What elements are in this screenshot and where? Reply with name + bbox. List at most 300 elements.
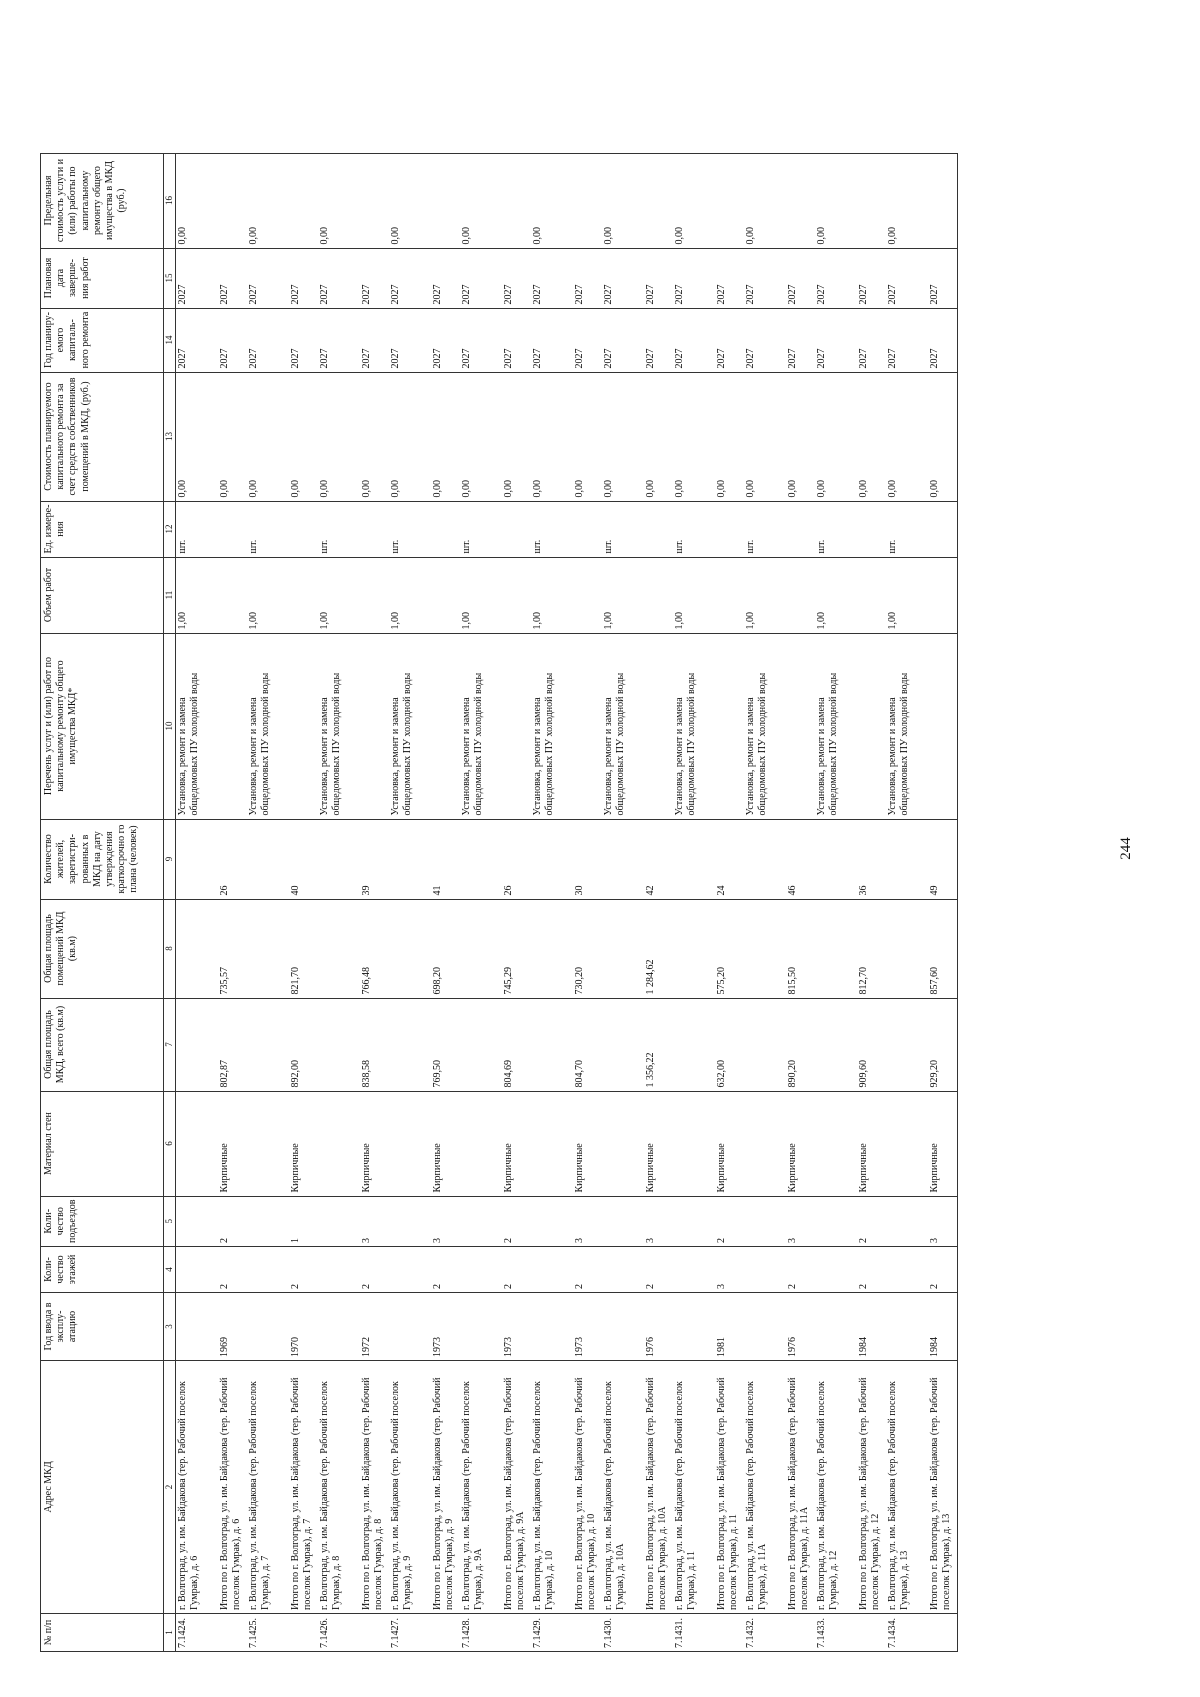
completion-date-cell: 2027 (289, 248, 318, 308)
header-cell: Год ввода в эксплу-атацию (41, 1293, 164, 1361)
work-volume-cell: 1,00 (815, 557, 857, 633)
address-cell: Итого по г. Волгоград, ул. им. Байдакова (тер. Рабочий поселок Гумрак), д. 7 (289, 1361, 318, 1614)
year-built-cell: 1976 (644, 1293, 673, 1361)
work-list-cell: Установка, ремонт и замена общедомовых ПУ холодной воды (318, 633, 360, 819)
premises-area-cell: 812,70 (857, 899, 886, 998)
residents-count-cell (247, 819, 289, 899)
entrances-count-cell: 2 (857, 1196, 886, 1246)
limit-cost-cell: 0,00 (318, 153, 360, 248)
item-row (247, 153, 289, 1651)
work-volume-cell: 1,00 (886, 557, 928, 633)
total-area-cell: 802,87 (218, 998, 247, 1091)
planned-year-cell: 2027 (360, 308, 389, 372)
entrances-count-cell (460, 1196, 502, 1246)
total-area-cell: 769,50 (431, 998, 460, 1091)
year-built-cell: 1984 (857, 1293, 886, 1361)
unit-cell (786, 501, 815, 557)
floors-count-cell: 2 (786, 1247, 815, 1293)
work-volume-cell (289, 557, 318, 633)
unit-cell (928, 501, 958, 557)
row-number-cell: 7.1432. (744, 1614, 786, 1652)
limit-cost-cell: 0,00 (673, 153, 715, 248)
completion-date-cell: 2027 (815, 248, 857, 308)
residents-count-cell: 42 (644, 819, 673, 899)
repair-cost-cell: 0,00 (389, 372, 431, 501)
premises-area-cell: 745,29 (502, 899, 531, 998)
column-number: 1 (164, 1614, 176, 1652)
work-list-cell: Установка, ремонт и замена общедомовых ПУ холодной воды (673, 633, 715, 819)
residents-count-cell: 39 (360, 819, 389, 899)
wall-material-cell: Кирпичные (431, 1091, 460, 1196)
premises-area-cell: 1 284,62 (644, 899, 673, 998)
row-number-cell (644, 1614, 673, 1652)
header-cell: Стоимость планируемого капитального ремонта за счет средств собственников помещений в МКД, (руб.) (41, 372, 164, 501)
limit-cost-cell (573, 153, 602, 248)
year-built-cell: 1973 (573, 1293, 602, 1361)
work-volume-cell: 1,00 (460, 557, 502, 633)
address-cell: г. Волгоград, ул. им. Байдакова (тер. Рабочий поселок Гумрак), д. 7 (247, 1361, 289, 1614)
wall-material-cell (744, 1091, 786, 1196)
entrances-count-cell: 2 (715, 1196, 744, 1246)
floors-count-cell: 2 (218, 1247, 247, 1293)
limit-cost-cell (502, 153, 531, 248)
floors-count-cell (673, 1247, 715, 1293)
repair-cost-cell: 0,00 (602, 372, 644, 501)
work-volume-cell: 1,00 (744, 557, 786, 633)
unit-cell (360, 501, 389, 557)
address-cell: Итого по г. Волгоград, ул. им. Байдакова (тер. Рабочий поселок Гумрак), д. 9 (431, 1361, 460, 1614)
wall-material-cell: Кирпичные (857, 1091, 886, 1196)
wall-material-cell (460, 1091, 502, 1196)
completion-date-cell: 2027 (644, 248, 673, 308)
header-cell: Коли-чество этажей (41, 1247, 164, 1293)
completion-date-cell: 2027 (602, 248, 644, 308)
residents-count-cell (815, 819, 857, 899)
residents-count-cell: 46 (786, 819, 815, 899)
header-row (41, 153, 164, 1651)
total-area-cell: 804,69 (502, 998, 531, 1091)
unit-cell: шт. (744, 501, 786, 557)
address-cell: Итого по г. Волгоград, ул. им. Байдакова (тер. Рабочий поселок Гумрак), д. 10 (573, 1361, 602, 1614)
repair-cost-cell: 0,00 (886, 372, 928, 501)
premises-area-cell: 575,20 (715, 899, 744, 998)
row-number-cell: 7.1433. (815, 1614, 857, 1652)
planned-year-cell: 2027 (531, 308, 573, 372)
total-row (857, 153, 886, 1651)
row-number-cell: 7.1434. (886, 1614, 928, 1652)
limit-cost-cell (644, 153, 673, 248)
header-cell: Перечень услуг и (или) работ по капитальному ремонту общего имущества МКД* (41, 633, 164, 819)
limit-cost-cell (360, 153, 389, 248)
total-area-cell (602, 998, 644, 1091)
limit-cost-cell: 0,00 (744, 153, 786, 248)
total-row (928, 153, 958, 1651)
limit-cost-cell: 0,00 (886, 153, 928, 248)
residents-count-cell (673, 819, 715, 899)
premises-area-cell (318, 899, 360, 998)
item-row (744, 153, 786, 1651)
premises-area-cell (247, 899, 289, 998)
completion-date-cell: 2027 (218, 248, 247, 308)
entrances-count-cell (175, 1196, 218, 1246)
address-cell: г. Волгоград, ул. им. Байдакова (тер. Рабочий поселок Гумрак), д. 13 (886, 1361, 928, 1614)
total-row (573, 153, 602, 1651)
wall-material-cell: Кирпичные (644, 1091, 673, 1196)
planned-year-cell: 2027 (602, 308, 644, 372)
year-built-cell (531, 1293, 573, 1361)
floors-count-cell (744, 1247, 786, 1293)
work-list-cell (928, 633, 958, 819)
premises-area-cell (531, 899, 573, 998)
premises-area-cell: 857,60 (928, 899, 958, 998)
address-cell: г. Волгоград, ул. им. Байдакова (тер. Рабочий поселок Гумрак), д. 10 (531, 1361, 573, 1614)
row-number-cell (715, 1614, 744, 1652)
year-built-cell (460, 1293, 502, 1361)
address-cell: г. Волгоград, ул. им. Байдакова (тер. Рабочий поселок Гумрак), д. 10А (602, 1361, 644, 1614)
column-number: 3 (164, 1293, 176, 1361)
completion-date-cell: 2027 (928, 248, 958, 308)
work-list-cell: Установка, ремонт и замена общедомовых ПУ холодной воды (602, 633, 644, 819)
planned-year-cell: 2027 (389, 308, 431, 372)
year-built-cell (602, 1293, 644, 1361)
work-list-cell: Установка, ремонт и замена общедомовых ПУ холодной воды (886, 633, 928, 819)
unit-cell (502, 501, 531, 557)
total-row (360, 153, 389, 1651)
completion-date-cell: 2027 (857, 248, 886, 308)
floors-count-cell (815, 1247, 857, 1293)
entrances-count-cell (815, 1196, 857, 1246)
total-area-cell: 838,58 (360, 998, 389, 1091)
planned-year-cell: 2027 (318, 308, 360, 372)
column-number: 15 (164, 248, 176, 308)
repair-cost-cell: 0,00 (573, 372, 602, 501)
address-cell: г. Волгоград, ул. им. Байдакова (тер. Рабочий поселок Гумрак), д. 9А (460, 1361, 502, 1614)
column-number: 4 (164, 1247, 176, 1293)
planned-year-cell: 2027 (673, 308, 715, 372)
completion-date-cell: 2027 (502, 248, 531, 308)
limit-cost-cell (431, 153, 460, 248)
premises-area-cell (673, 899, 715, 998)
unit-cell (857, 501, 886, 557)
completion-date-cell: 2027 (531, 248, 573, 308)
address-cell: Итого по г. Волгоград, ул. им. Байдакова (тер. Рабочий поселок Гумрак), д. 9А (502, 1361, 531, 1614)
planned-year-cell: 2027 (744, 308, 786, 372)
total-row (715, 153, 744, 1651)
wall-material-cell: Кирпичные (715, 1091, 744, 1196)
work-list-cell (786, 633, 815, 819)
planned-year-cell: 2027 (573, 308, 602, 372)
column-number: 6 (164, 1091, 176, 1196)
work-list-cell: Установка, ремонт и замена общедомовых ПУ холодной воды (175, 633, 218, 819)
floors-count-cell: 2 (289, 1247, 318, 1293)
year-built-cell: 1981 (715, 1293, 744, 1361)
work-volume-cell (218, 557, 247, 633)
limit-cost-cell (857, 153, 886, 248)
wall-material-cell: Кирпичные (218, 1091, 247, 1196)
work-volume-cell: 1,00 (175, 557, 218, 633)
header-cell: Объем работ (41, 557, 164, 633)
limit-cost-cell (928, 153, 958, 248)
repair-cost-cell: 0,00 (928, 372, 958, 501)
year-built-cell (389, 1293, 431, 1361)
unit-cell (715, 501, 744, 557)
repair-cost-cell: 0,00 (360, 372, 389, 501)
unit-cell: шт. (815, 501, 857, 557)
entrances-count-cell: 3 (360, 1196, 389, 1246)
total-area-cell: 632,00 (715, 998, 744, 1091)
year-built-cell (318, 1293, 360, 1361)
year-built-cell (744, 1293, 786, 1361)
work-list-cell (644, 633, 673, 819)
completion-date-cell: 2027 (715, 248, 744, 308)
residents-count-cell (744, 819, 786, 899)
work-volume-cell (360, 557, 389, 633)
column-number: 16 (164, 153, 176, 248)
column-number: 7 (164, 998, 176, 1091)
premises-area-cell (886, 899, 928, 998)
floors-count-cell (389, 1247, 431, 1293)
entrances-count-cell: 3 (644, 1196, 673, 1246)
row-number-cell: 7.1428. (460, 1614, 502, 1652)
completion-date-cell: 2027 (573, 248, 602, 308)
page-number: 244 (1118, 837, 1134, 860)
work-volume-cell: 1,00 (531, 557, 573, 633)
work-list-cell: Установка, ремонт и замена общедомовых ПУ холодной воды (531, 633, 573, 819)
work-list-cell (289, 633, 318, 819)
planned-year-cell: 2027 (886, 308, 928, 372)
entrances-count-cell: 2 (218, 1196, 247, 1246)
column-number: 14 (164, 308, 176, 372)
year-built-cell (673, 1293, 715, 1361)
completion-date-cell: 2027 (886, 248, 928, 308)
planned-year-cell: 2027 (289, 308, 318, 372)
item-row (602, 153, 644, 1651)
total-row (218, 153, 247, 1651)
residents-count-cell (886, 819, 928, 899)
residents-count-cell (460, 819, 502, 899)
repair-cost-cell: 0,00 (744, 372, 786, 501)
row-number-cell (218, 1614, 247, 1652)
header-cell: Коли-чество подъездов (41, 1196, 164, 1246)
entrances-count-cell (744, 1196, 786, 1246)
total-area-cell: 804,70 (573, 998, 602, 1091)
planned-year-cell: 2027 (431, 308, 460, 372)
residents-count-cell: 49 (928, 819, 958, 899)
column-number: 13 (164, 372, 176, 501)
limit-cost-cell (786, 153, 815, 248)
unit-cell (573, 501, 602, 557)
row-number-cell (857, 1614, 886, 1652)
header-cell: Адрес МКД (41, 1361, 164, 1614)
wall-material-cell: Кирпичные (928, 1091, 958, 1196)
premises-area-cell: 821,70 (289, 899, 318, 998)
year-built-cell (815, 1293, 857, 1361)
item-row (886, 153, 928, 1651)
unit-cell: шт. (602, 501, 644, 557)
repair-cost-cell: 0,00 (673, 372, 715, 501)
work-volume-cell (502, 557, 531, 633)
repair-cost-cell: 0,00 (815, 372, 857, 501)
column-number: 5 (164, 1196, 176, 1246)
wall-material-cell (673, 1091, 715, 1196)
address-cell: г. Волгоград, ул. им. Байдакова (тер. Рабочий поселок Гумрак), д. 12 (815, 1361, 857, 1614)
completion-date-cell: 2027 (247, 248, 289, 308)
work-list-cell (573, 633, 602, 819)
premises-area-cell (744, 899, 786, 998)
address-cell: Итого по г. Волгоград, ул. им. Байдакова (тер. Рабочий поселок Гумрак), д. 12 (857, 1361, 886, 1614)
year-built-cell: 1970 (289, 1293, 318, 1361)
total-area-cell (744, 998, 786, 1091)
unit-cell: шт. (389, 501, 431, 557)
limit-cost-cell: 0,00 (531, 153, 573, 248)
wall-material-cell: Кирпичные (360, 1091, 389, 1196)
unit-cell (644, 501, 673, 557)
repair-cost-cell: 0,00 (431, 372, 460, 501)
premises-area-cell (175, 899, 218, 998)
floors-count-cell: 2 (928, 1247, 958, 1293)
premises-area-cell: 766,48 (360, 899, 389, 998)
premises-area-cell (389, 899, 431, 998)
row-number-cell (786, 1614, 815, 1652)
completion-date-cell: 2027 (389, 248, 431, 308)
floors-count-cell (531, 1247, 573, 1293)
header-cell: Общая площадь помещений МКД (кв.м) (41, 899, 164, 998)
row-number-cell: 7.1429. (531, 1614, 573, 1652)
work-list-cell (360, 633, 389, 819)
row-number-cell: 7.1424. (175, 1614, 218, 1652)
completion-date-cell: 2027 (318, 248, 360, 308)
wall-material-cell (602, 1091, 644, 1196)
row-number-cell: 7.1425. (247, 1614, 289, 1652)
total-row (502, 153, 531, 1651)
column-number: 12 (164, 501, 176, 557)
entrances-count-cell (673, 1196, 715, 1246)
item-row (175, 153, 218, 1651)
floors-count-cell (175, 1247, 218, 1293)
premises-area-cell: 815,50 (786, 899, 815, 998)
work-list-cell (502, 633, 531, 819)
entrances-count-cell: 1 (289, 1196, 318, 1246)
wall-material-cell (531, 1091, 573, 1196)
wall-material-cell (247, 1091, 289, 1196)
year-built-cell (886, 1293, 928, 1361)
total-area-cell: 890,20 (786, 998, 815, 1091)
residents-count-cell: 40 (289, 819, 318, 899)
residents-count-cell: 24 (715, 819, 744, 899)
floors-count-cell: 2 (857, 1247, 886, 1293)
limit-cost-cell: 0,00 (175, 153, 218, 248)
premises-area-cell (815, 899, 857, 998)
column-number: 9 (164, 819, 176, 899)
item-row (531, 153, 573, 1651)
planned-year-cell: 2027 (175, 308, 218, 372)
unit-cell (218, 501, 247, 557)
work-list-cell (431, 633, 460, 819)
item-row (318, 153, 360, 1651)
entrances-count-cell (389, 1196, 431, 1246)
repair-cost-cell: 0,00 (247, 372, 289, 501)
planned-year-cell: 2027 (644, 308, 673, 372)
work-volume-cell (928, 557, 958, 633)
planned-year-cell: 2027 (786, 308, 815, 372)
capital-repair-table (40, 153, 958, 1652)
year-built-cell: 1972 (360, 1293, 389, 1361)
residents-count-cell: 30 (573, 819, 602, 899)
floors-count-cell (247, 1247, 289, 1293)
header-cell: Общая площадь МКД, всего (кв.м) (41, 998, 164, 1091)
table-body (175, 153, 957, 1651)
address-cell: г. Волгоград, ул. им. Байдакова (тер. Рабочий поселок Гумрак), д. 11 (673, 1361, 715, 1614)
unit-cell: шт. (247, 501, 289, 557)
row-number-cell: 7.1426. (318, 1614, 360, 1652)
entrances-count-cell: 3 (431, 1196, 460, 1246)
planned-year-cell: 2027 (715, 308, 744, 372)
floors-count-cell (460, 1247, 502, 1293)
work-volume-cell: 1,00 (389, 557, 431, 633)
row-number-cell (928, 1614, 958, 1652)
row-number-cell: 7.1430. (602, 1614, 644, 1652)
work-list-cell: Установка, ремонт и замена общедомовых ПУ холодной воды (389, 633, 431, 819)
total-row (431, 153, 460, 1651)
work-volume-cell: 1,00 (673, 557, 715, 633)
entrances-count-cell (531, 1196, 573, 1246)
address-cell: Итого по г. Волгоград, ул. им. Байдакова (тер. Рабочий поселок Гумрак), д. 13 (928, 1361, 958, 1614)
work-list-cell: Установка, ремонт и замена общедомовых ПУ холодной воды (247, 633, 289, 819)
total-area-cell (389, 998, 431, 1091)
wall-material-cell (886, 1091, 928, 1196)
floors-count-cell: 2 (573, 1247, 602, 1293)
floors-count-cell: 2 (502, 1247, 531, 1293)
floors-count-cell: 3 (715, 1247, 744, 1293)
wall-material-cell (175, 1091, 218, 1196)
address-cell: г. Волгоград, ул. им. Байдакова (тер. Рабочий поселок Гумрак), д. 6 (175, 1361, 218, 1614)
item-row (815, 153, 857, 1651)
residents-count-cell: 36 (857, 819, 886, 899)
work-volume-cell (786, 557, 815, 633)
wall-material-cell: Кирпичные (502, 1091, 531, 1196)
work-volume-cell (857, 557, 886, 633)
completion-date-cell: 2027 (673, 248, 715, 308)
year-built-cell (175, 1293, 218, 1361)
limit-cost-cell: 0,00 (247, 153, 289, 248)
entrances-count-cell (602, 1196, 644, 1246)
unit-cell: шт. (531, 501, 573, 557)
residents-count-cell (389, 819, 431, 899)
column-number: 11 (164, 557, 176, 633)
planned-year-cell: 2027 (928, 308, 958, 372)
column-number: 8 (164, 899, 176, 998)
work-list-cell: Установка, ремонт и замена общедомовых ПУ холодной воды (815, 633, 857, 819)
limit-cost-cell (715, 153, 744, 248)
item-row (460, 153, 502, 1651)
unit-cell: шт. (886, 501, 928, 557)
unit-cell (289, 501, 318, 557)
year-built-cell: 1973 (431, 1293, 460, 1361)
row-number-cell: 7.1427. (389, 1614, 431, 1652)
wall-material-cell (318, 1091, 360, 1196)
column-number-row (164, 153, 176, 1651)
total-area-cell (531, 998, 573, 1091)
work-volume-cell: 1,00 (247, 557, 289, 633)
premises-area-cell: 730,20 (573, 899, 602, 998)
unit-cell (431, 501, 460, 557)
residents-count-cell: 41 (431, 819, 460, 899)
wall-material-cell: Кирпичные (573, 1091, 602, 1196)
wall-material-cell (389, 1091, 431, 1196)
row-number-cell (360, 1614, 389, 1652)
premises-area-cell: 735,57 (218, 899, 247, 998)
entrances-count-cell: 3 (573, 1196, 602, 1246)
